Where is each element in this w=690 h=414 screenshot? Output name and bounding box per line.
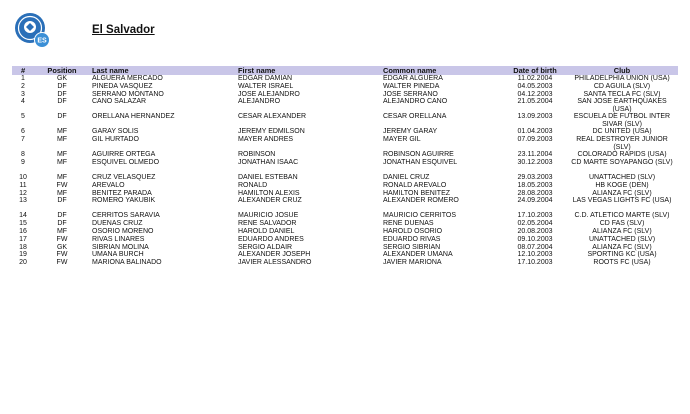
- col-header-date-of-birth: Date of birth: [504, 66, 566, 75]
- player-number: 13: [19, 197, 27, 205]
- player-last-name: SERRANO MONTANO: [92, 90, 164, 98]
- player-club: UNATTACHED (SLV): [588, 235, 656, 243]
- player-last-name: BENITEZ PARADA: [92, 189, 152, 197]
- player-date-of-birth: 09.10.2003: [517, 235, 553, 243]
- player-first-name: JOSE ALEJANDRO: [238, 90, 300, 98]
- player-number: 10: [19, 173, 27, 181]
- table-row: [12, 182, 678, 190]
- player-number: 7: [21, 136, 25, 144]
- table-row: [12, 212, 678, 220]
- squad-table: [12, 66, 678, 267]
- player-number: 12: [19, 189, 27, 197]
- player-date-of-birth: 07.09.2003: [517, 136, 553, 144]
- player-number: 14: [19, 212, 27, 220]
- player-common-name: RONALD AREVALO: [383, 181, 447, 189]
- player-club: PHILADELPHIA UNION (USA): [574, 75, 670, 82]
- col-header-position: Position: [34, 66, 90, 75]
- player-common-name: ROBINSON AGUIRRE: [383, 151, 454, 159]
- player-first-name: ALEXANDER JOSEPH: [238, 251, 311, 259]
- player-first-name: HAROLD DANIEL: [238, 227, 295, 235]
- table-row: [12, 228, 678, 236]
- player-last-name: ALGUERA MERCADO: [92, 75, 163, 82]
- player-last-name: CRUZ VELASQUEZ: [92, 173, 156, 181]
- table-row: [12, 251, 678, 259]
- table-row: [12, 220, 678, 228]
- player-date-of-birth: 17.10.2003: [517, 259, 553, 267]
- player-club: CD AGUILA (SLV): [593, 82, 651, 90]
- player-common-name: ALEJANDRO CANO: [383, 98, 448, 106]
- player-position: FW: [56, 235, 68, 243]
- player-last-name: GARAY SOLIS: [92, 128, 139, 136]
- player-first-name: JAVIER ALESSANDRO: [238, 259, 312, 267]
- player-position: DF: [57, 212, 67, 220]
- player-date-of-birth: 13.09.2003: [517, 113, 553, 121]
- player-first-name: MAURICIO JOSUE: [238, 212, 299, 220]
- player-first-name: MAYER ANDRES: [238, 136, 294, 144]
- player-club: UNATTACHED (SLV): [588, 173, 656, 181]
- player-position: DF: [57, 98, 67, 106]
- col-header-club: Club: [566, 66, 678, 75]
- table-row: [12, 174, 678, 182]
- player-common-name: CESAR ORELLANA: [383, 113, 447, 121]
- player-common-name: MAURICIO CERRITOS: [383, 212, 456, 220]
- col-header-last-name: Last name: [90, 66, 236, 75]
- player-number: 9: [21, 158, 25, 166]
- table-row: [12, 159, 678, 174]
- player-last-name: SIBRIAN MOLINA: [92, 243, 149, 251]
- table-row: [12, 151, 678, 159]
- player-club: REAL DESTROYER JUNIOR (SLV): [576, 136, 668, 151]
- table-row: [12, 83, 678, 91]
- player-club: ALIANZA FC (SLV): [592, 243, 652, 251]
- player-number: 15: [19, 220, 27, 228]
- player-last-name: AREVALO: [92, 181, 125, 189]
- player-first-name: EDGAR DAMIAN: [238, 75, 293, 82]
- player-first-name: ROBINSON: [238, 151, 276, 159]
- player-club: ALIANZA FC (SLV): [592, 227, 652, 235]
- player-date-of-birth: 02.05.2004: [517, 220, 553, 228]
- table-row: [12, 128, 678, 136]
- table-row: [12, 259, 678, 267]
- player-position: MF: [56, 136, 68, 144]
- player-position: FW: [56, 251, 68, 259]
- col-header-common-name: Common name: [381, 66, 504, 75]
- player-number: 18: [19, 243, 27, 251]
- player-common-name: WALTER PINEDA: [383, 82, 440, 90]
- player-club: SPORTING KC (USA): [587, 251, 657, 259]
- player-first-name: HAMILTON ALEXIS: [238, 189, 300, 197]
- player-date-of-birth: 08.07.2004: [517, 243, 553, 251]
- player-common-name: RENE DUEÑAS: [383, 220, 434, 228]
- player-position: MF: [56, 151, 68, 159]
- player-club: CD MARTE SOYAPANGO (SLV): [571, 158, 673, 166]
- player-first-name: CESAR ALEXANDER: [238, 113, 307, 121]
- player-common-name: JAVIER MARIONA: [383, 259, 442, 267]
- player-last-name: CERRITOS SARAVIA: [92, 212, 160, 220]
- player-date-of-birth: 04.12.2003: [517, 90, 553, 98]
- player-last-name: ROMERO YAKUBIK: [92, 197, 156, 205]
- table-row: [12, 244, 678, 252]
- player-position: DF: [57, 90, 67, 98]
- player-first-name: ALEJANDRO: [238, 98, 281, 106]
- player-number: 16: [19, 227, 27, 235]
- player-position: DF: [57, 220, 67, 228]
- table-row: [12, 75, 678, 83]
- player-common-name: JEREMY GARAY: [383, 128, 438, 136]
- table-row: [12, 190, 678, 198]
- player-common-name: DANIEL CRUZ: [383, 173, 430, 181]
- player-date-of-birth: 18.05.2003: [517, 181, 553, 189]
- player-club: COLORADO RAPIDS (USA): [577, 151, 667, 159]
- table-row: [12, 197, 678, 212]
- player-date-of-birth: 11.02.2004: [517, 75, 553, 82]
- player-club: CD FAS (SLV): [599, 220, 645, 228]
- player-club: ESCUELA DE FUTBOL INTER SIVAR (SLV): [573, 113, 671, 128]
- player-date-of-birth: 12.10.2003: [517, 251, 553, 259]
- player-last-name: RIVAS LINARES: [92, 235, 145, 243]
- player-club: C.D. ATLETICO MARTE (SLV): [574, 212, 670, 220]
- col-header-number: #: [12, 66, 34, 75]
- player-position: FW: [56, 259, 68, 267]
- player-last-name: AGUIRRE ORTEGA: [92, 151, 156, 159]
- player-first-name: RENE SALVADOR: [238, 220, 297, 228]
- player-first-name: JONATHAN ISAAC: [238, 158, 299, 166]
- player-common-name: JOSE SERRANO: [383, 90, 438, 98]
- col-header-first-name: First name: [236, 66, 381, 75]
- player-common-name: EDGAR ALGUERA: [383, 75, 443, 82]
- player-first-name: RONALD: [238, 181, 268, 189]
- player-number: 3: [21, 90, 25, 98]
- player-last-name: OSORIO MORENO: [92, 227, 154, 235]
- player-club: LAS VEGAS LIGHTS FC (USA): [572, 197, 672, 205]
- player-position: MF: [56, 128, 68, 136]
- player-common-name: MAYER GIL: [383, 136, 421, 144]
- player-number: 17: [19, 235, 27, 243]
- player-last-name: ESQUIVEL OLMEDO: [92, 158, 160, 166]
- player-last-name: MARIONA BALINADO: [92, 259, 162, 267]
- federation-logo-icon: [14, 12, 50, 48]
- player-common-name: SERGIO SIBRIAN: [383, 243, 441, 251]
- player-common-name: HAMILTON BENITEZ: [383, 189, 451, 197]
- player-last-name: GIL HURTADO: [92, 136, 139, 144]
- player-position: DF: [57, 113, 67, 121]
- player-position: DF: [57, 197, 67, 205]
- badge-text: ES: [37, 37, 47, 45]
- player-number: 8: [21, 151, 25, 159]
- table-row: [12, 136, 678, 151]
- player-date-of-birth: 28.08.2003: [517, 189, 553, 197]
- page-title: El Salvador: [92, 24, 155, 36]
- player-common-name: JONATHAN ESQUIVEL: [383, 158, 458, 166]
- player-first-name: WALTER ISRAEL: [238, 82, 294, 90]
- player-club: ROOTS FC (USA): [593, 259, 651, 267]
- player-position: MF: [56, 158, 68, 166]
- player-last-name: UMAÑA BURCH: [92, 251, 144, 259]
- player-position: FW: [56, 181, 68, 189]
- player-first-name: JEREMY EDMILSON: [238, 128, 305, 136]
- player-position: MF: [56, 227, 68, 235]
- player-date-of-birth: 04.05.2003: [517, 82, 553, 90]
- player-last-name: DUEÑAS CRUZ: [92, 220, 143, 228]
- player-number: 5: [21, 113, 25, 121]
- player-common-name: EDUARDO RIVAS: [383, 235, 441, 243]
- player-club: DC UNITED (USA): [592, 128, 652, 136]
- player-date-of-birth: 24.09.2004: [517, 197, 553, 205]
- player-number: 20: [19, 259, 27, 267]
- table-row: [12, 236, 678, 244]
- player-position: DF: [57, 82, 67, 90]
- player-date-of-birth: 17.10.2003: [517, 212, 553, 220]
- player-number: 4: [21, 98, 25, 106]
- player-club: SAN JOSE EARTHQUAKES (USA): [577, 98, 667, 113]
- player-date-of-birth: 01.04.2003: [517, 128, 553, 136]
- player-date-of-birth: 23.11.2004: [517, 151, 553, 159]
- player-first-name: SERGIO ALDAIR: [238, 243, 293, 251]
- player-common-name: ALEXANDER ROMERO: [383, 197, 459, 205]
- table-row: [12, 113, 678, 128]
- player-last-name: ORELLANA HERNANDEZ: [92, 113, 175, 121]
- player-position: GK: [56, 243, 68, 251]
- player-common-name: ALEXANDER UMAÑA: [383, 251, 453, 259]
- player-number: 6: [21, 128, 25, 136]
- player-date-of-birth: 30.12.2003: [517, 158, 553, 166]
- player-number: 1: [21, 75, 25, 82]
- player-first-name: ALEXANDER CRUZ: [238, 197, 302, 205]
- table-header-row: [12, 66, 678, 75]
- player-position: GK: [56, 75, 68, 82]
- player-date-of-birth: 29.03.2003: [517, 173, 553, 181]
- player-number: 2: [21, 82, 25, 90]
- player-position: MF: [56, 189, 68, 197]
- player-first-name: EDUARDO ANDRES: [238, 235, 304, 243]
- player-position: MF: [56, 173, 68, 181]
- table-row: [12, 98, 678, 113]
- player-club: SANTA TECLA FC (SLV): [583, 90, 661, 98]
- player-number: 19: [19, 251, 27, 259]
- player-date-of-birth: 20.08.2003: [517, 227, 553, 235]
- player-last-name: CANO SALAZAR: [92, 98, 147, 106]
- player-club: ALIANZA FC (SLV): [592, 189, 652, 197]
- player-number: 11: [19, 181, 27, 189]
- player-last-name: PINEDA VASQUEZ: [92, 82, 153, 90]
- player-common-name: HAROLD OSORIO: [383, 227, 443, 235]
- player-club: HB KOGE (DEN): [595, 181, 649, 189]
- player-date-of-birth: 21.05.2004: [517, 98, 553, 106]
- player-first-name: DANIEL ESTEBAN: [238, 173, 298, 181]
- table-row: [12, 91, 678, 99]
